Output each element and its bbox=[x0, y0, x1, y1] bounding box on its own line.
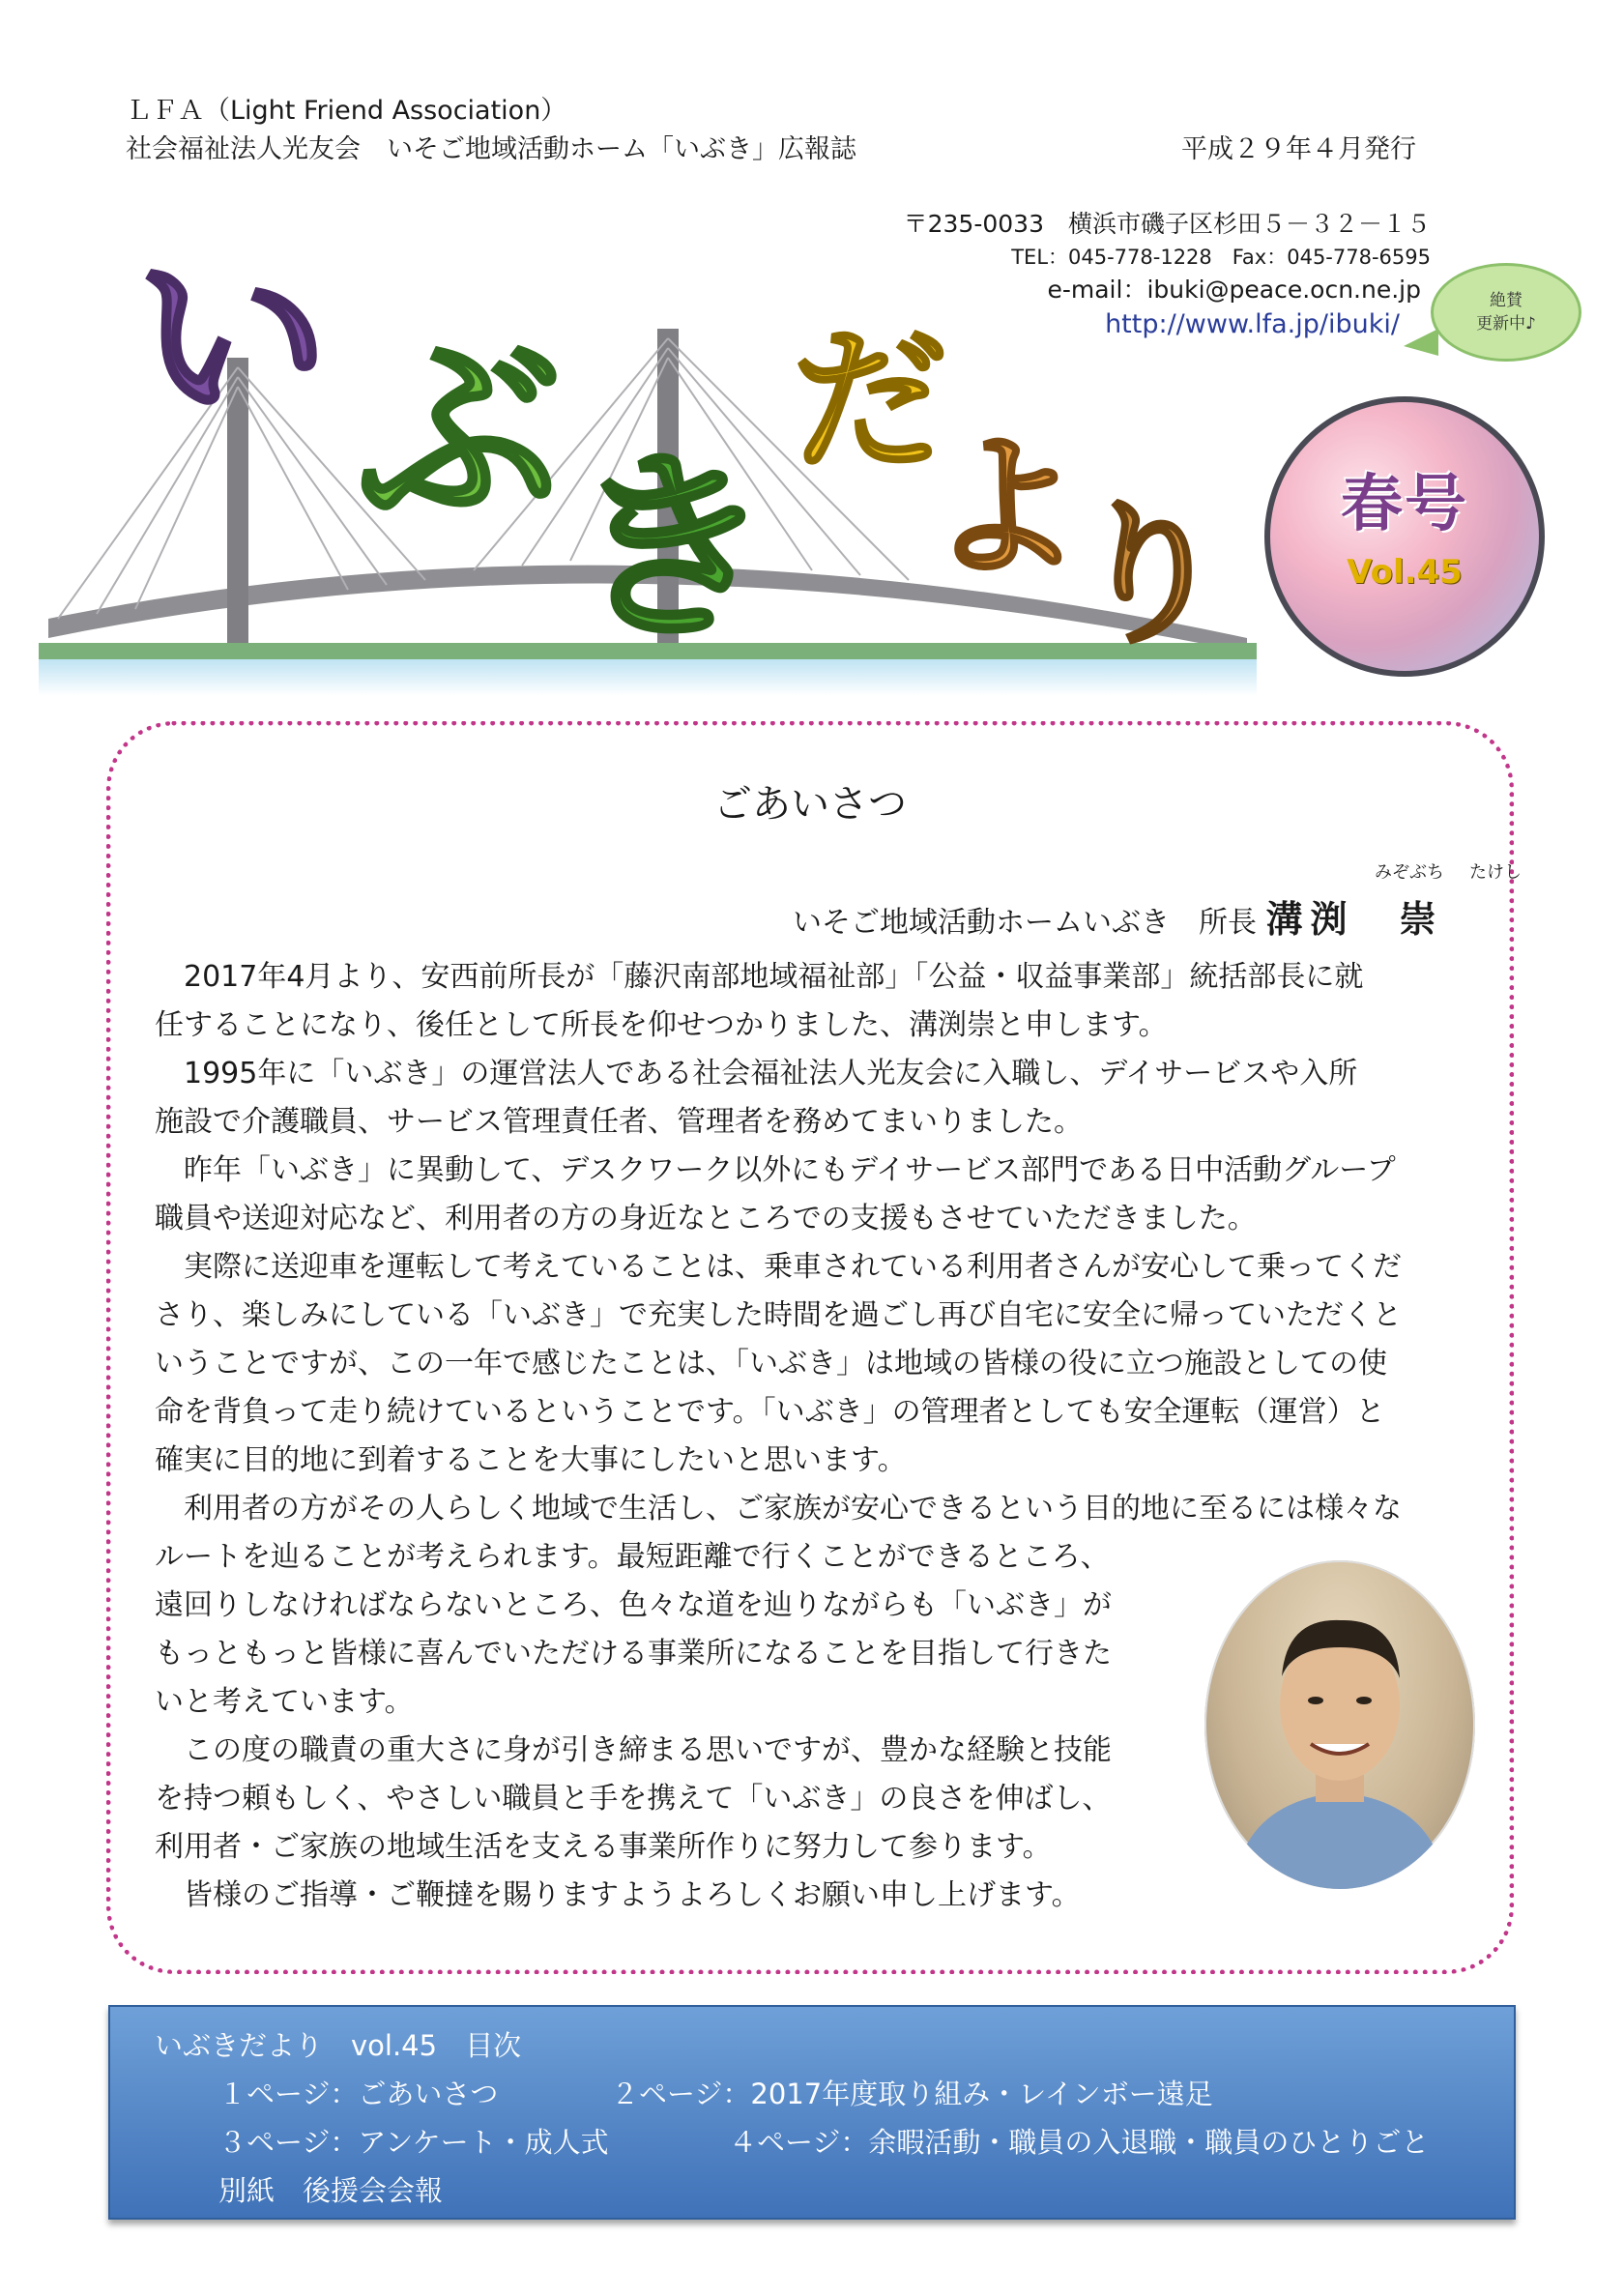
body-line: 昨年「いぶき」に異動して、デスクワーク以外にもデイサービス部門である日中活動グループ bbox=[155, 1153, 1396, 1187]
postal-address: 〒235-0033 横浜市磯子区杉田５－３２－１５ bbox=[903, 210, 1431, 238]
body-line: 遠回りしなければならないところ、色々な道を辿りながらも「いぶき」が bbox=[155, 1588, 1112, 1622]
logo-letter-da: だ bbox=[793, 310, 948, 491]
bubble-tail bbox=[1404, 329, 1438, 356]
issue-date: 平成２９年４月発行 bbox=[1181, 134, 1416, 164]
body-line: 2017年4月より、安西前所長が「藤沢南部地域福祉部」「公益・収益事業部」統括部長に就 bbox=[155, 960, 1364, 994]
greeting-title: ごあいさつ bbox=[713, 782, 907, 827]
body-line: 施設で介護職員、サービス管理責任者、管理者を務めてまいりました。 bbox=[155, 1105, 1083, 1139]
logo-letter-i: い bbox=[135, 227, 330, 452]
author-line bbox=[793, 889, 1444, 943]
toc-page-2: ２ページ：2017年度取り組み・レインボー遠足 bbox=[611, 2078, 1213, 2110]
body-line: 実際に送迎車を運転して考えていることは、乗車されている利用者さんが安心して乗ってくだ bbox=[155, 1250, 1402, 1284]
body-line: を持つ頼もしく、やさしい職員と手を携えて「いぶき」の良さを伸ばし、 bbox=[155, 1782, 1112, 1816]
volume-number: Vol.45 bbox=[1347, 553, 1463, 592]
logo-letter-ri: り bbox=[1073, 484, 1229, 665]
portrait-illustration bbox=[1204, 1560, 1475, 1889]
bubble-line1: 絶賛 bbox=[1490, 291, 1522, 310]
body-line: ルートを辿ることが考えられます。最短距離で行くことができるところ、 bbox=[155, 1540, 1110, 1574]
body-line: 皆様のご指導・ご鞭撻を賜りますようよろしくお願い申し上げます。 bbox=[155, 1878, 1081, 1912]
ruby-family-name: みぞぶち bbox=[1375, 862, 1444, 883]
portrait-eye-right bbox=[1356, 1697, 1372, 1704]
body-line: 利用者の方がその人らしく地域で生活し、ご家族が安心できるという目的地に至るには様々な bbox=[155, 1492, 1402, 1526]
body-line: 職員や送迎対応など、利用者の方の身近なところでの支援もさせていただきました。 bbox=[155, 1202, 1257, 1235]
portrait-eye-left bbox=[1308, 1697, 1323, 1704]
logo-letter-yo: よ bbox=[928, 417, 1084, 597]
update-bubble bbox=[1431, 263, 1581, 362]
email-address: e-mail：ibuki@peace.ocn.ne.jp bbox=[1047, 276, 1421, 304]
author-name: 溝渕 崇 bbox=[1265, 898, 1444, 941]
body-line: 利用者・ご家族の地域生活を支える事業所作りに努力して参ります。 bbox=[155, 1830, 1052, 1864]
org-english: ＬＦＡ（Light Friend Association） bbox=[126, 96, 567, 126]
tel-fax: TEL：045-778-1228 Fax：045-778-6595 bbox=[1011, 246, 1431, 269]
logo-letter-ki: き bbox=[570, 430, 774, 667]
body-line: いと考えています。 bbox=[155, 1685, 414, 1719]
org-japanese: 社会福祉法人光友会 いそご地域活動ホーム「いぶき」広報誌 bbox=[126, 134, 856, 164]
logo-letter-bu: ぶ bbox=[358, 314, 562, 551]
bubble-line2: 更新中♪ bbox=[1476, 314, 1536, 334]
table-of-contents bbox=[108, 2005, 1516, 2220]
body-line: 1995年に「いぶき」の運営法人である社会福祉法人光友会に入職し、デイサービスや入所 bbox=[155, 1057, 1358, 1090]
body-line: この度の職責の重大さに身が引き締まる思いですが、豊かな経験と技能 bbox=[155, 1733, 1112, 1767]
body-line: もっともっと皆様に喜んでいただける事業所になることを目指して行きた bbox=[155, 1637, 1112, 1671]
director-portrait bbox=[1204, 1560, 1475, 1889]
season-title: 春号 bbox=[1341, 469, 1468, 540]
body-line: 確実に目的地に到着することを大事にしたいと思います。 bbox=[155, 1443, 907, 1477]
toc-page-1: １ページ：ごあいさつ bbox=[218, 2078, 499, 2110]
body-line: いうことですが、この一年で感じたことは、「いぶき」は地域の皆様の役に立つ施設としての使 bbox=[155, 1347, 1387, 1381]
author-organization: いそご地域活動ホームいぶき 所長 bbox=[793, 906, 1257, 940]
body-line: さり、楽しみにしている「いぶき」で充実した時間を過ごし再び自宅に安全に帰っていただくと bbox=[155, 1298, 1402, 1332]
toc-supplement: 別紙 後援会会報 bbox=[218, 2174, 444, 2207]
ruby-given-name: たけし bbox=[1469, 862, 1522, 883]
logo-banner bbox=[39, 213, 1266, 696]
body-line: 任することになり、後任として所長を仰せつかりました、溝渕崇と申します。 bbox=[155, 1008, 1168, 1042]
website-link[interactable]: http://www.lfa.jp/ibuki/ bbox=[1105, 309, 1400, 339]
body-line: 命を背負って走り続けているということです。「いぶき」の管理者としても安全運転（運営）と bbox=[155, 1395, 1385, 1429]
toc-heading: いぶきだより vol.45 目次 bbox=[155, 2029, 522, 2062]
toc-page-3: ３ページ：アンケート・成人式 bbox=[218, 2126, 609, 2159]
toc-page-4: ４ページ：余暇活動・職員の入退職・職員のひとりごと bbox=[729, 2126, 1430, 2159]
